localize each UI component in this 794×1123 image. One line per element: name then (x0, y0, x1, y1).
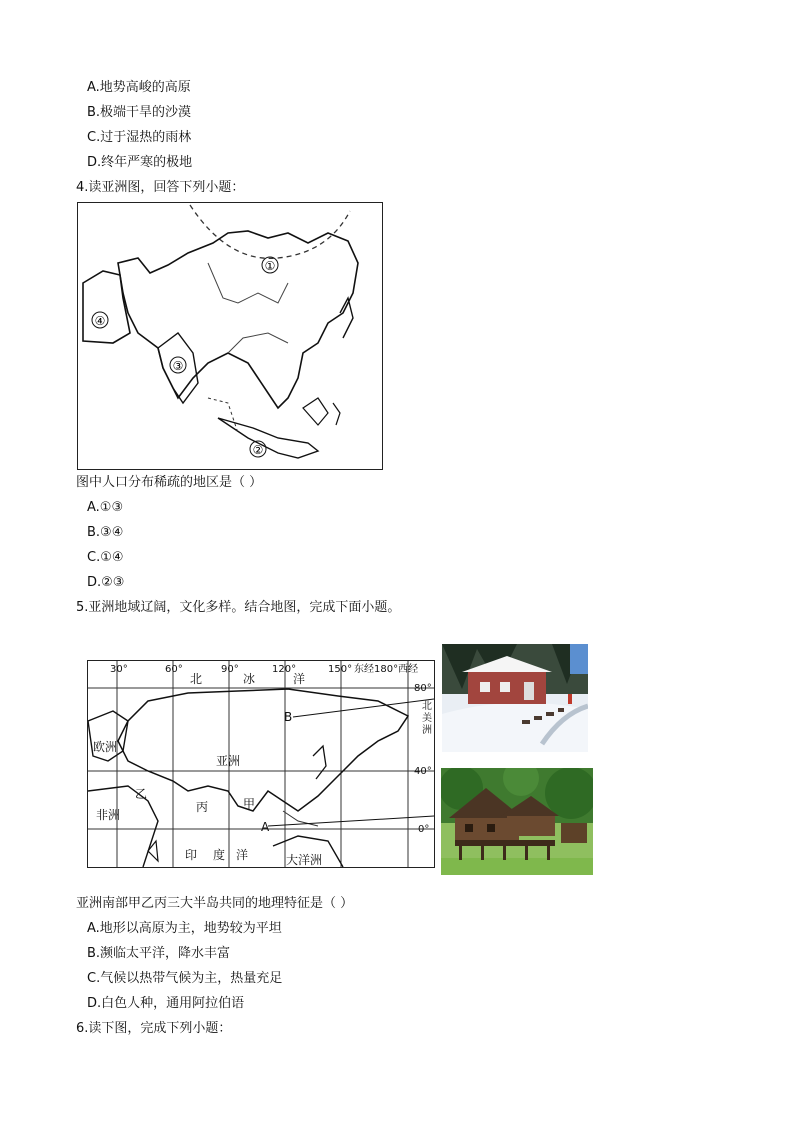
map-label-2: ② (252, 443, 264, 457)
lon-150: 150° (328, 664, 353, 675)
q5-question: 亚洲南部甲乙丙三大半岛共同的地理特征是（ ） (76, 896, 354, 911)
label-europe: 欧洲 (93, 740, 118, 754)
label-yi: 乙 (135, 787, 148, 801)
label-yang: 洋 (293, 672, 306, 686)
q5-option-a: A.地形以高原为主，地势较为平坦 (87, 921, 282, 936)
snow-cabin-photo (442, 644, 588, 752)
asia-outline-map (78, 203, 382, 469)
lon-60: 60° (165, 664, 183, 675)
q4-option-c: C.①④ (87, 550, 124, 565)
q4-option-a: A.①③ (87, 500, 124, 515)
label-africa: 非洲 (96, 808, 121, 822)
q4-option-d: D.②③ (87, 575, 125, 590)
lat-0: 0° (418, 824, 430, 835)
q6-stem: 6.读下图，完成下列小题： (76, 1021, 232, 1036)
asia-map-q4 (77, 202, 383, 470)
option-a: A.地势高峻的高原 (87, 80, 191, 95)
lon-180: 东经180°西经 (354, 664, 419, 675)
q4-stem: 4.读亚洲图，回答下列小题： (76, 180, 245, 195)
map-label-1: ① (264, 259, 276, 273)
map-label-4: ④ (94, 314, 106, 328)
lat-80: 80° (414, 683, 432, 694)
q4-question: 图中人口分布稀疏的地区是（ ） (76, 475, 263, 490)
label-na-1: 北 (422, 701, 432, 712)
q5-option-c: C.气候以热带气候为主，热量充足 (87, 971, 283, 986)
q5-option-d: D.白色人种，通用阿拉伯语 (87, 996, 245, 1011)
label-point-b: B (284, 710, 293, 724)
label-point-a: A (261, 820, 270, 834)
option-b: B.极端干旱的沙漠 (87, 105, 192, 120)
label-asia: 亚洲 (216, 754, 241, 768)
q5-stem: 5.亚洲地域辽阔，文化多样。结合地图，完成下面小题。 (76, 600, 401, 615)
option-d: D.终年严寒的极地 (87, 155, 193, 170)
stilt-house-photo (441, 768, 593, 875)
label-bei: 北 (190, 672, 203, 686)
asia-grid-outline (88, 661, 434, 867)
lon-90: 90° (221, 664, 239, 675)
label-du: 度 (213, 848, 226, 862)
label-bing-ice: 冰 (243, 672, 256, 686)
lon-30: 30° (110, 664, 128, 675)
map-label-3: ③ (172, 359, 184, 373)
q5-option-b: B.濒临太平洋，降水丰富 (87, 946, 231, 961)
lon-120: 120° (272, 664, 297, 675)
label-bing: 丙 (196, 800, 209, 814)
option-c: C.过于湿热的雨林 (87, 130, 192, 145)
label-yin: 印 (185, 848, 198, 862)
label-jia: 甲 (243, 797, 256, 811)
label-yang2: 洋 (236, 848, 249, 862)
lat-40: 40° (414, 766, 432, 777)
label-oceania: 大洋洲 (286, 853, 323, 867)
label-na-2: 美 (422, 713, 432, 724)
label-na-3: 洲 (422, 725, 432, 736)
asia-grid-map-q5 (87, 660, 435, 868)
q4-option-b: B.③④ (87, 525, 124, 540)
